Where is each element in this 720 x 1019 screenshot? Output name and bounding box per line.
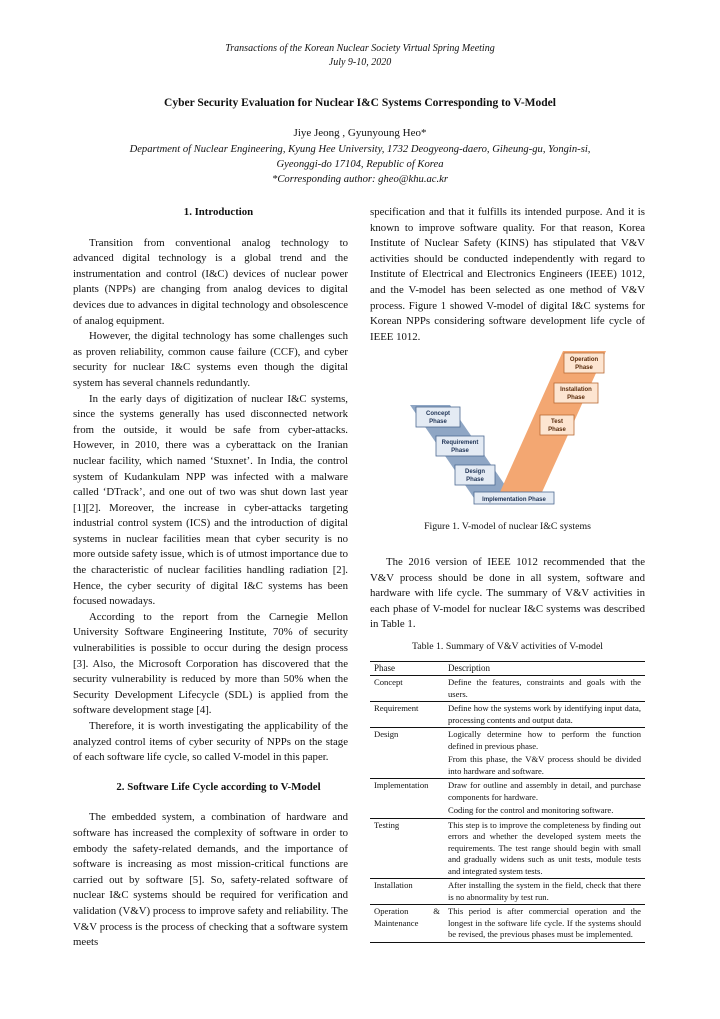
- test-phase-label-1: Test: [550, 419, 563, 426]
- paragraph: In the early days of digitization of nuclear I&C systems, since the systems generally has used disconnected network from the outside, it would be safe from cyber-attacks. However, in 2010, there was a cyberattack on the Iranian nuclear facility, which named ‘Stuxnet’. In India, the control system of Kudankulam NPP was infected with a malware called ‘DTrack’, and one out of two was shut down last year [1][2]. Moreover, the increase in cyber-attacks targeting industrial control system (ICS) and the introduction of digital systems in nuclear facilities mean that cyber security is no more outside safety issue, which is of utmost importance due to the characteristic of nuclear facilities handling radiation [2]. Hence, the cyber security of digital I&C systems has been focused nowadays.: [73, 392, 348, 608]
- paragraph: The 2016 version of IEEE 1012 recommended that the V&V process should be done in all system, software and hardware with life cycle. The summary of V&V activities in each phase of V-model for nuclear I&C systems was described in Table 1.: [370, 555, 645, 631]
- phase-cell: Design: [370, 728, 444, 779]
- paragraph: Transition from conventional analog technology to advanced digital technology is a global trend and the instrumentation and control (I&C) devices of nuclear power plants (NPPs) are changing from analog devices to digital devices due to advances in digital technology and obsolescence of analog equipment.: [73, 236, 348, 327]
- journal-header: Transactions of the Korean Nuclear Society Virtual Spring Meeting: [225, 43, 495, 54]
- description-cell: After installing the system in the field, check that there is no abnormality by test run.: [444, 879, 645, 905]
- meeting-date: July 9-10, 2020: [328, 57, 392, 68]
- header-description: Description: [444, 661, 645, 676]
- operation-phase-label-2: Phase: [574, 365, 593, 372]
- corresponding-author: *Corresponding author: gheo@khu.ac.kr: [272, 174, 448, 185]
- authors: Jiye Jeong , Gyunyoung Heo*: [293, 127, 427, 139]
- concept-phase-box: [416, 407, 460, 427]
- description-cell: Draw for outline and assembly in detail, and purchase components for hardware.: [444, 779, 645, 805]
- table-row: [370, 702, 645, 728]
- installation-phase-label-2: Phase: [566, 395, 585, 402]
- description-cell: This step is to improve the completeness by finding out errors and whether the developed system meets the requirements. The test range should begin with small and gradually widens such as unit tests, module tests and integrated system tests.: [444, 818, 645, 879]
- table-1-caption: Table 1. Summary of V&V activities of V-model: [411, 640, 604, 652]
- paragraph: Therefore, it is worth investigating the applicability of the analyzed control items of cyber security of NPPs on the stage of each software life cycle, so called V-model in this paper.: [73, 720, 348, 764]
- table-row: [370, 818, 645, 879]
- operation-phase-box: [564, 353, 604, 373]
- table-row: [370, 879, 645, 905]
- paragraph: According to the report from the Carnegie Mellon University Software Engineering Institute, 70% of security vulnerabilities is possible to occur during the design process [3]. Also, the Microsoft Corporation has discovered that the security vulnerability is reduced by more than 50% when the Security Development Lifecycle (SDL) is applied from the software development stage [4].: [73, 610, 348, 717]
- description-cell: This period is after commercial operation and the longest in the software life cycle. If the systems should be revised, the previous phases must be implemented.: [444, 905, 645, 943]
- installation-phase-box: [554, 383, 598, 403]
- v-model-figure: [408, 351, 608, 511]
- figure-1-caption: Figure 1. V-model of nuclear I&C systems: [424, 521, 591, 533]
- requirement-phase-label-2: Phase: [450, 448, 469, 455]
- left-column: [73, 205, 348, 951]
- concept-phase-label-2: Phase: [428, 419, 447, 426]
- phase-cell: Installation: [370, 879, 444, 905]
- implementation-phase-label: Implementation Phase: [481, 497, 546, 504]
- affiliation: [0, 142, 720, 187]
- paragraph: However, the digital technology has some challenges such as proven reliability, common cause failure (CCF), and cyber security for nuclear I&C systems even though the digital system has several channels redundantly.: [73, 330, 348, 389]
- table-row: [370, 676, 645, 702]
- installation-phase-label-1: Installation: [559, 387, 592, 394]
- requirement-phase-box: [436, 436, 484, 456]
- vv-activities-table: [370, 661, 645, 943]
- table-header-row: [370, 661, 645, 676]
- test-phase-box: [540, 415, 574, 435]
- paper-title: Cyber Security Evaluation for Nuclear I&C Systems Corresponding to V-Model: [164, 97, 556, 109]
- phase-cell: Concept: [374, 677, 403, 687]
- phase-cell: Operation & Maintenance: [370, 905, 444, 943]
- affiliation-line-2: Gyeonggi-do 17104, Republic of Korea: [276, 159, 444, 170]
- phase-cell: Requirement: [370, 702, 444, 728]
- operation-phase-label-1: Operation: [569, 357, 598, 364]
- section-1-heading: 1. Introduction: [183, 206, 254, 218]
- implementation-phase-box: [474, 492, 554, 504]
- description-cell: Coding for the control and monitoring software.: [448, 805, 614, 815]
- table-row: [370, 779, 645, 805]
- paragraph: The embedded system, a combination of hardware and software has increased the complexity of software in order to embody the safety-related demands, and the importance of software is increasing as most mission-critical functions are carried out by software [5]. So, safety-related software of nuclear I&C systems should be required for verification and validation (V&V) process to improve safety and reliability. The V&V process is the process of checking that a software system meets: [73, 811, 348, 949]
- header-phase: Phase: [370, 661, 444, 676]
- table-row: [370, 728, 645, 754]
- description-cell: From this phase, the V&V process should be divided into hardware and software.: [448, 754, 641, 776]
- test-phase-label-2: Phase: [547, 427, 566, 434]
- concept-phase-label-1: Concept: [425, 411, 450, 418]
- description-cell: Define how the systems work by identifying input data, processing contents and output data.: [444, 702, 645, 728]
- phase-cell: Testing: [370, 818, 444, 879]
- table-row: [370, 905, 645, 943]
- design-phase-label-1: Design: [464, 469, 485, 476]
- section-2-heading: 2. Software Life Cycle according to V-Model: [116, 780, 321, 793]
- design-phase-label-2: Phase: [465, 477, 484, 484]
- description-cell: Define the features, constraints and goals with the users.: [448, 677, 641, 699]
- requirement-phase-label-1: Requirement: [441, 440, 478, 447]
- description-cell: Logically determine how to perform the function defined in previous phase.: [444, 728, 645, 754]
- phase-cell: Implementation: [370, 779, 444, 819]
- affiliation-line-1: Department of Nuclear Engineering, Kyung Hee University, 1732 Deogyeong-daero, Giheung-gu, Yongin-si,: [129, 144, 591, 155]
- right-column: [370, 205, 645, 943]
- paragraph: specification and that it fulfills its intended purpose. And it is known to improve software quality. For that reason, Korea Institute of Nuclear Safety (KINS) has stipulated that V&V activities should be conducted independently with regard to Institute of Electrical and Electronics Engineers (IEEE) 1012, and the V-model has been selected as one method of V&V process. Figure 1 showed V-model of digital I&C systems for Korean NPPs considering software development life cycle of IEEE 1012.: [370, 206, 645, 343]
- design-phase-box: [455, 465, 495, 485]
